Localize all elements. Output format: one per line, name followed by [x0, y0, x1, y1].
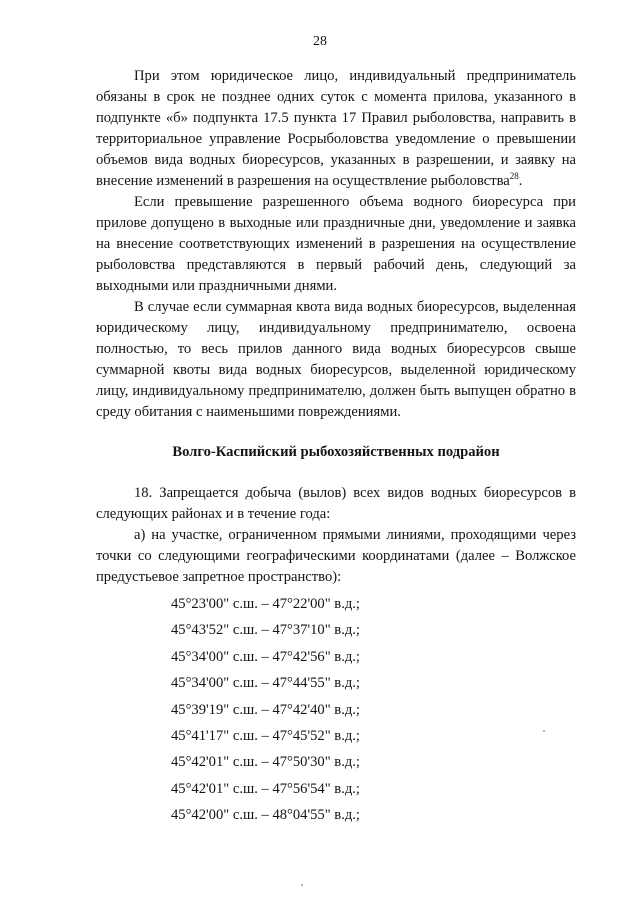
paragraph-suffix: . [518, 173, 523, 189]
section2-body [96, 483, 576, 588]
coordinate-item: 45°34'00" с.ш. – 47°44'55" в.д.; [171, 675, 360, 692]
paragraph-holidays: Если превышение разрешенного объема водного биоресурса при прилове допущено в выходные или праздничные дни, уведомление и заявка на внесение соответствующих изменений в разрешения на осуществление рыболовства представляются в первый рабочий день, следующий за выходными или праздничными днями. [96, 194, 576, 294]
coordinate-item: 45°39'19" с.ш. – 47°42'40" в.д.; [171, 701, 360, 718]
coordinate-item: 45°42'01" с.ш. – 47°56'54" в.д.; [171, 780, 360, 797]
paragraph-quota-release: В случае если суммарная квота вида водных биоресурсов, выделенная юридическому лицу, индивидуальному предпринимателю, освоена полностью, то весь прилов данного вида водных биоресурсов свыше суммарной квоты вида водных биоресурсов, выделенной юридическому лицу, индивидуальному предпринимателю, должен быть выпущен обратно в среду обитания с наименьшими повреждениями. [96, 299, 576, 420]
paragraph-item-18a: а) на участке, ограниченном прямыми линиями, проходящими через точки со следующими географическими координатами (далее – Волжское предустьевое запретное пространство): [96, 527, 576, 585]
coordinate-item: 45°43'52" с.ш. – 47°37'10" в.д.; [171, 622, 360, 639]
coordinate-item: 45°34'00" с.ш. – 47°42'56" в.д.; [171, 648, 360, 665]
coordinate-item: 45°42'00" с.ш. – 48°04'55" в.д.; [171, 807, 360, 824]
paragraph-prilov-notification [96, 66, 576, 192]
section1-body [96, 66, 576, 423]
section-heading: Волго-Каспийский рыбохозяйственных подрайон [172, 444, 500, 460]
paragraph-text: При этом юридическое лицо, индивидуальный предприниматель обязаны в срок не позднее одних суток с момента прилова, указанного в подпункте «б» подпункта 17.5 пункта 17 Правил рыболовства, направить в территориальное управление Росрыболовства уведомление о превышении объемов вида водных биоресурсов, указанных в разрешении, и заявку на внесение изменений в разрешения на осуществление рыболовства [96, 68, 576, 189]
coordinates-list [171, 591, 360, 829]
footnote-marker: 28 [509, 171, 519, 182]
coordinate-item: 45°23'00" с.ш. – 47°22'00" в.д.; [171, 596, 360, 612]
coordinate-item: 45°42'01" с.ш. – 47°50'30" в.д.; [171, 754, 360, 771]
paragraph-item-18: 18. Запрещается добыча (вылов) всех видов водных биоресурсов в следующих районах и в течение года: [96, 485, 576, 522]
coordinate-item: 45°41'17" с.ш. – 47°45'52" в.д.; [171, 728, 360, 745]
scan-speck [543, 730, 545, 732]
scan-speck [301, 884, 303, 886]
page-number: 28 [313, 34, 327, 49]
